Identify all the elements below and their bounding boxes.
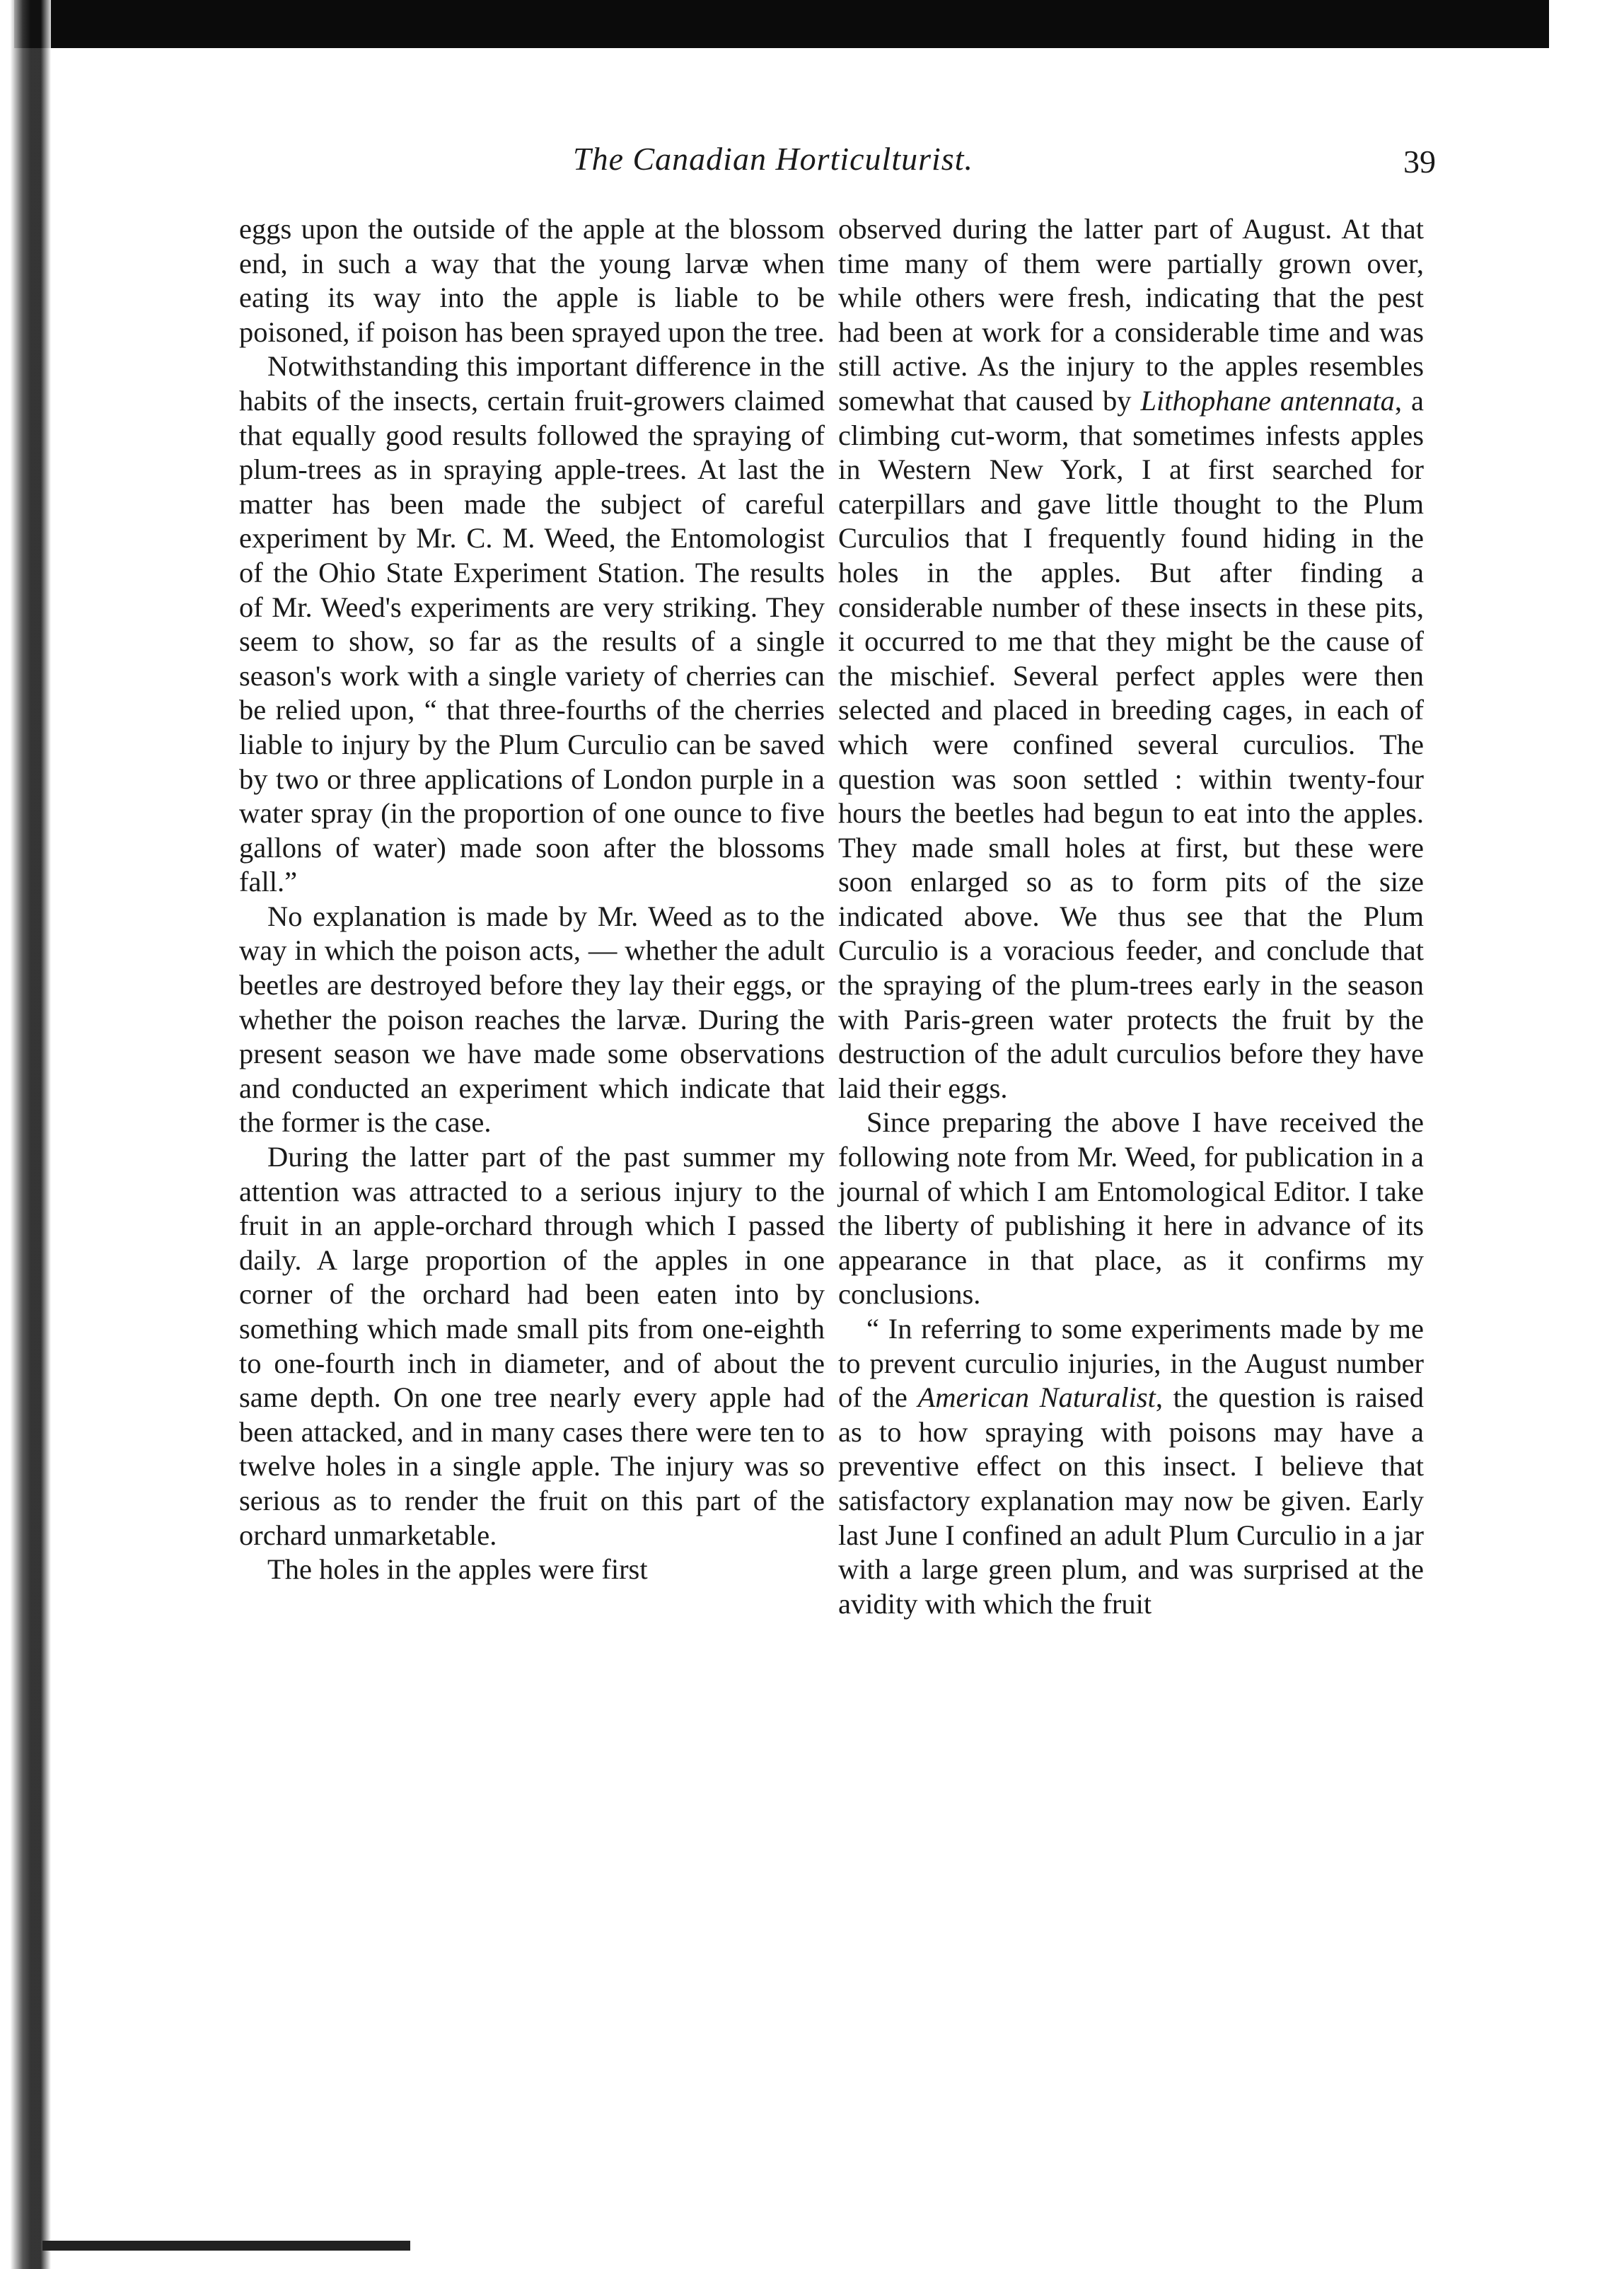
paragraph-text: , a climbing cut-worm, that sometimes infests apples in Western New York, I at first searched for caterpillars and gave little thought to the Plum Curculios that I frequently found hiding in the holes in the apples. But after finding a considerable number of these insects in these pits, it occurred to me that they might be the cause of the mischief. Several perfect apples were then selected and placed in breeding cages, in each of which were confined several curculios. The question was soon settled : within twenty-four hours the beetles had begun to eat into the apples. They made small holes at first, but these were soon enlarged so as to form pits of the size indicated above. We thus see that the Plum Curculio is a voracious feeder, and conclude that the spraying of the plum-trees early in the season with Paris-green water protects the fruit by the destruction of the adult curculios before they have laid their eggs.: [838, 384, 1424, 1104]
paragraph-text: , the question is raised as to how spraying with poisons may have a preventive effect on this insect. I believe that satisfactory explanation may now be given. Early last June I confined an adult Plum Curculio in a jar with a large green plum, and was surprised at the avidity with which the fruit: [838, 1381, 1425, 1620]
paragraph: eggs upon the outside of the apple at the blossom end, in such a way that the young larvæ when eating its way into the apple is liable to be poisoned, if poison has been sprayed upon the tree.: [239, 213, 825, 348]
paragraph: [838, 212, 1424, 1106]
bottom-border-rule: [42, 2241, 410, 2251]
left-column: [239, 212, 825, 2108]
paragraph: [838, 1312, 1424, 1621]
paragraph-text: “ In referring to some experiments made by me to prevent curculio injuries, in the August number of the: [838, 1313, 1424, 1414]
paragraph: The holes in the apples were first: [267, 1553, 648, 1586]
paragraph: No explanation is made by Mr. Weed as to the way in which the poison acts, — whether the adult beetles are destroyed before they lay their eggs, or whether the poison reaches the larvæ. During the present season we have made some observations and conducted an experiment which indicate that the former is the case.: [239, 900, 825, 1139]
left-page-edge: [0, 0, 51, 2269]
paragraph: During the latter part of the past summer my attention was attracted to a serious injury to the fruit in an apple-orchard through which I passed daily. A large proportion of the apples in one corner of the orchard had been eaten into by something which made small pits from one-eighth to one-fourth inch in diameter, and of about the same depth. On one tree nearly every apple had been attacked, and in many cases there were ten to twelve holes in a single apple. The injury was so serious as to render the fruit on this part of the orchard unmarketable.: [239, 1141, 825, 1551]
paragraph: Notwithstanding this important difference in the habits of the insects, certain fruit-growers claimed that equally good results followed the spraying of plum-trees as in spraying apple-trees. At last the matter has been made the subject of careful experiment by Mr. C. M. Weed, the Entomologist of the Ohio State Experiment Station. The results of Mr. Weed's experiments are very striking. They seem to show, so far as the results of a single season's work with a single variety of cherries can be relied upon, “ that three-fourths of the cherries liable to injury by the Plum Curculio can be saved by two or three applications of London purple in a water spray (in the proportion of one ounce to five gallons of water) made soon after the blossoms fall.”: [239, 350, 825, 898]
page-header: [559, 140, 1436, 197]
paragraph-text: observed during the latter part of August. At that time many of them were partially grown over, while others were fresh, indicating that the pest had been at work for a considerable time and was still active. As the injury to the apples resembles somewhat that caused by: [838, 213, 1424, 417]
page-number: 39: [1403, 144, 1436, 180]
running-title: The Canadian Horticulturist.: [573, 141, 973, 177]
species-name: Lithophane antennata: [1140, 384, 1395, 417]
right-column: [838, 212, 1424, 2108]
top-border-rule: [14, 0, 1549, 48]
paragraph: Since preparing the above I have received the following note from Mr. Weed, for publication in a journal of which I am Entomological Editor. I take the liberty of publishing it here in advance of its appearance in that place, as it confirms my conclusions.: [838, 1106, 1424, 1311]
journal-name: American Naturalist: [917, 1381, 1156, 1414]
